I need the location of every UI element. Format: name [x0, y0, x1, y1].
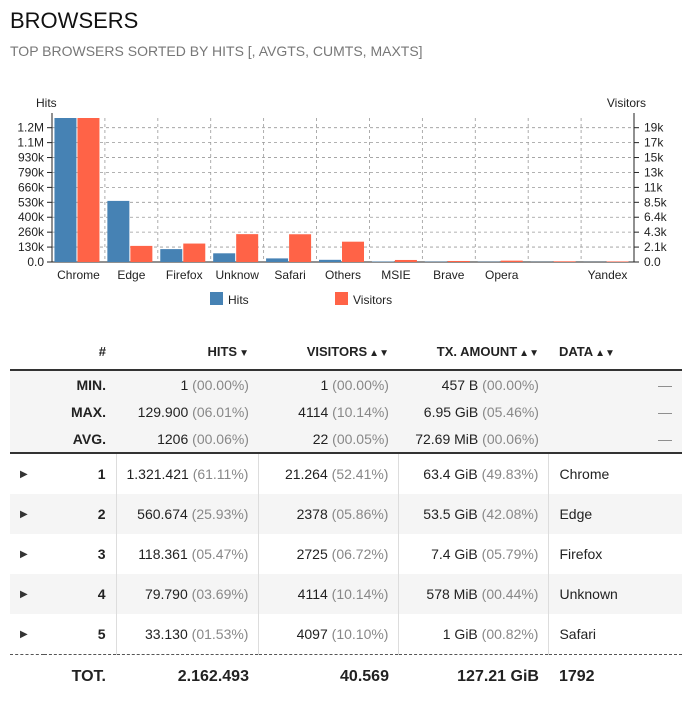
- totals-data: 1792: [549, 655, 682, 700]
- hits-header-label: HITS: [207, 343, 238, 359]
- hits-value: 33.130: [144, 626, 188, 642]
- x-tick-label: Brave: [433, 268, 465, 282]
- data-cell: —: [549, 425, 682, 453]
- data-cell: Firefox: [559, 546, 603, 562]
- visitors-percent: (10.10%): [331, 626, 389, 642]
- visitors-cell: [259, 453, 399, 494]
- expand-arrow-icon[interactable]: ▶: [10, 574, 44, 614]
- hits-cell: [116, 494, 259, 534]
- tx-percent: (00.00%): [482, 376, 539, 393]
- sort-both-icon: ▲▼: [595, 347, 615, 359]
- tx-header-label: TX. AMOUNT: [436, 343, 518, 359]
- bar-hits: [319, 260, 341, 262]
- hits-percent: (01.53%): [191, 626, 249, 642]
- tx-percent: (00.44%): [481, 586, 539, 602]
- y-right-tick-label: 13k: [644, 165, 664, 180]
- hits-cell: [116, 534, 259, 574]
- y-left-tick-label: 530k: [17, 195, 44, 210]
- tx-percent: (05.46%): [482, 403, 539, 420]
- y-left-tick-label: 130k: [17, 240, 44, 255]
- tx-cell: [399, 398, 549, 425]
- x-tick-label: Yandex: [587, 268, 628, 282]
- tx-value: 1 GiB: [442, 626, 478, 642]
- visitors-value: 4114: [298, 403, 329, 420]
- y-right-tick-label: 11k: [644, 180, 663, 195]
- visitors-percent: (00.05%): [332, 430, 389, 447]
- hits-cell: [116, 370, 259, 398]
- hits-value: 79.790: [144, 586, 188, 602]
- hits-cell: [116, 425, 259, 453]
- bar-hits: [213, 253, 235, 262]
- hits-value: 1206: [157, 430, 189, 447]
- visitors-cell: [259, 494, 399, 534]
- bar-hits: [160, 249, 182, 262]
- tx-cell: [399, 494, 549, 534]
- visitors-value: 2725: [296, 546, 328, 562]
- tx-value: 7.4 GiB: [431, 546, 478, 562]
- data-cell: —: [549, 398, 682, 425]
- visitors-cell: [259, 614, 399, 655]
- row-index: 1: [44, 453, 116, 494]
- x-tick-label: Firefox: [165, 268, 203, 282]
- table-row[interactable]: [10, 453, 682, 494]
- bar-visitors: [183, 244, 205, 262]
- legend-hits-swatch: [210, 292, 223, 305]
- data-cell: Unknown: [549, 574, 682, 614]
- visitors-cell: [259, 574, 399, 614]
- y-right-tick-label: 4.3k: [644, 225, 667, 240]
- visitors-percent: (52.41%): [331, 466, 389, 482]
- visitors-header-label: VISITORS: [306, 343, 368, 359]
- y-left-tick-label: 1.1M: [17, 135, 44, 150]
- y-left-tick-label: 660k: [17, 180, 44, 195]
- index-header-label: #: [98, 343, 106, 359]
- y-left-tick-label: 930k: [17, 150, 44, 165]
- bar-visitors: [501, 261, 523, 262]
- y-axis-left-label: Hits: [36, 96, 57, 110]
- data-cell: Safari: [559, 626, 597, 642]
- hits-header[interactable]: [116, 333, 259, 370]
- totals-label: TOT.: [10, 655, 116, 700]
- bar-visitors: [607, 261, 629, 262]
- data-cell: Edge: [549, 494, 682, 534]
- row-index: 2: [44, 494, 116, 534]
- bar-visitors: [554, 261, 576, 262]
- summary-label: MAX.: [10, 398, 116, 425]
- visitors-header[interactable]: [259, 333, 399, 370]
- tx-value: 63.4 GiB: [423, 466, 478, 482]
- panel-subtitle: TOP BROWSERS SORTED BY HITS [, AVGTS, CUMTS, MAXTS]: [10, 43, 423, 59]
- data-cell: Chrome: [559, 466, 610, 482]
- hits-value: 560.674: [137, 506, 188, 522]
- visitors-cell: [259, 425, 399, 453]
- tx-value: 6.95 GiB: [423, 403, 479, 420]
- x-tick-label: Chrome: [57, 268, 100, 282]
- totals-tx: 127.21 GiB: [399, 655, 549, 700]
- visitors-percent: (10.14%): [332, 403, 389, 420]
- summary-row-max: [10, 398, 682, 425]
- hits-percent: (61.11%): [192, 466, 249, 482]
- sort-both-icon: ▲▼: [369, 347, 389, 359]
- index-header: [44, 333, 116, 370]
- tx-value: 72.69 MiB: [415, 430, 479, 447]
- y-left-tick-label: 260k: [17, 225, 44, 240]
- table-header-row: [10, 333, 682, 370]
- y-right-tick-label: 6.4k: [644, 210, 667, 225]
- visitors-percent: (06.72%): [331, 546, 389, 562]
- expand-arrow-icon[interactable]: ▶: [20, 548, 28, 560]
- data-cell: —: [549, 370, 682, 398]
- bar-visitors: [130, 246, 152, 262]
- visitors-percent: (00.00%): [332, 376, 389, 393]
- tx-cell: [399, 574, 549, 614]
- table-row[interactable]: [10, 574, 682, 614]
- y-right-tick-label: 8.5k: [644, 195, 667, 210]
- visitors-value: 2378: [296, 506, 328, 522]
- visitors-value: 1: [320, 376, 329, 393]
- tx-cell: [399, 614, 549, 655]
- x-tick-label: Edge: [117, 268, 146, 282]
- expand-header: [10, 333, 44, 370]
- bar-visitors: [448, 261, 470, 262]
- hits-percent: (03.69%): [191, 586, 249, 602]
- table-row[interactable]: [10, 614, 682, 655]
- hits-cell: [116, 398, 259, 425]
- legend-visitors-label: Visitors: [353, 293, 393, 307]
- y-right-tick-label: 17k: [644, 135, 664, 150]
- tx-cell: [399, 425, 549, 453]
- browsers-table: [10, 333, 682, 699]
- y-right-tick-label: 2.1k: [644, 240, 667, 255]
- y-left-tick-label: 1.2M: [17, 120, 44, 135]
- x-tick-label: Unknow: [215, 268, 259, 282]
- x-tick-label: Others: [324, 268, 362, 282]
- tx-cell: [399, 370, 549, 398]
- hits-value: 1.321.421: [126, 466, 189, 482]
- hits-percent: (05.47%): [191, 546, 249, 562]
- legend-visitors-swatch: [335, 292, 348, 305]
- x-tick-label: Safari: [274, 268, 306, 282]
- summary-label: AVG.: [10, 425, 116, 453]
- expand-arrow-icon[interactable]: ▶: [20, 628, 28, 640]
- totals-visitors: 40.569: [259, 655, 399, 700]
- hits-percent: (06.01%): [192, 403, 249, 420]
- hits-percent: (00.06%): [192, 430, 249, 447]
- hits-value: 1: [180, 376, 189, 393]
- hits-cell: [116, 453, 259, 494]
- tx-header[interactable]: [399, 333, 549, 370]
- visitors-cell: [259, 370, 399, 398]
- bar-visitors: [342, 242, 364, 262]
- expand-arrow-icon[interactable]: ▶: [10, 494, 44, 534]
- totals-hits: 2.162.493: [116, 655, 259, 700]
- visitors-value: 21.264: [284, 466, 328, 482]
- bar-visitors: [77, 118, 99, 262]
- visitors-cell: [259, 398, 399, 425]
- visitors-value: 4097: [296, 626, 328, 642]
- visitors-cell: [259, 534, 399, 574]
- visitors-value: 22: [312, 430, 329, 447]
- y-right-tick-label: 15k: [644, 150, 664, 165]
- hits-value: 129.900: [137, 403, 189, 420]
- y-left-tick-label: 0.0: [27, 255, 44, 269]
- bar-visitors: [395, 260, 417, 262]
- bar-hits: [54, 118, 76, 262]
- tx-percent: (42.08%): [481, 506, 539, 522]
- sort-both-icon: ▲▼: [519, 347, 539, 359]
- tx-cell: [399, 534, 549, 574]
- tx-value: 578 MiB: [426, 586, 478, 602]
- hits-percent: (25.93%): [191, 506, 249, 522]
- totals-row: [10, 655, 682, 700]
- tx-cell: [399, 453, 549, 494]
- y-axis-right-label: Visitors: [606, 96, 646, 110]
- summary-row-min: [10, 370, 682, 398]
- row-index: 4: [44, 574, 116, 614]
- table-row[interactable]: [10, 534, 682, 574]
- tx-value: 457 B: [441, 376, 479, 393]
- visitors-percent: (05.86%): [331, 506, 389, 522]
- sort-desc-icon: ▼: [239, 347, 249, 359]
- bar-visitors: [289, 234, 311, 262]
- expand-arrow-icon[interactable]: ▶: [20, 468, 28, 480]
- bar-hits: [266, 258, 288, 262]
- data-header-label: DATA: [558, 343, 594, 359]
- y-right-tick-label: 0.0: [644, 255, 661, 269]
- visitors-value: 4114: [297, 586, 328, 602]
- tx-percent: (00.06%): [482, 430, 539, 447]
- hits-cell: [116, 574, 259, 614]
- x-tick-label: MSIE: [381, 268, 411, 282]
- data-header[interactable]: [549, 333, 682, 370]
- x-tick-label: Opera: [485, 268, 519, 282]
- visitors-percent: (10.14%): [331, 586, 389, 602]
- y-left-tick-label: 400k: [17, 210, 44, 225]
- tx-percent: (49.83%): [481, 466, 539, 482]
- bar-hits: [107, 201, 129, 262]
- tx-value: 53.5 GiB: [423, 506, 478, 522]
- y-right-tick-label: 19k: [644, 120, 664, 135]
- summary-row-avg: [10, 425, 682, 453]
- hits-percent: (00.00%): [192, 376, 249, 393]
- hits-value: 118.361: [138, 546, 188, 562]
- table-row[interactable]: [10, 494, 682, 534]
- browsers-chart: [0, 85, 691, 320]
- row-index: 5: [44, 614, 116, 655]
- summary-label: MIN.: [10, 370, 116, 398]
- row-index: 3: [44, 534, 116, 574]
- tx-percent: (05.79%): [481, 546, 539, 562]
- y-left-tick-label: 790k: [17, 165, 44, 180]
- tx-percent: (00.82%): [481, 626, 539, 642]
- hits-cell: [116, 614, 259, 655]
- panel-title: BROWSERS: [10, 8, 139, 33]
- legend-hits-label: Hits: [228, 293, 249, 307]
- bar-visitors: [236, 234, 258, 262]
